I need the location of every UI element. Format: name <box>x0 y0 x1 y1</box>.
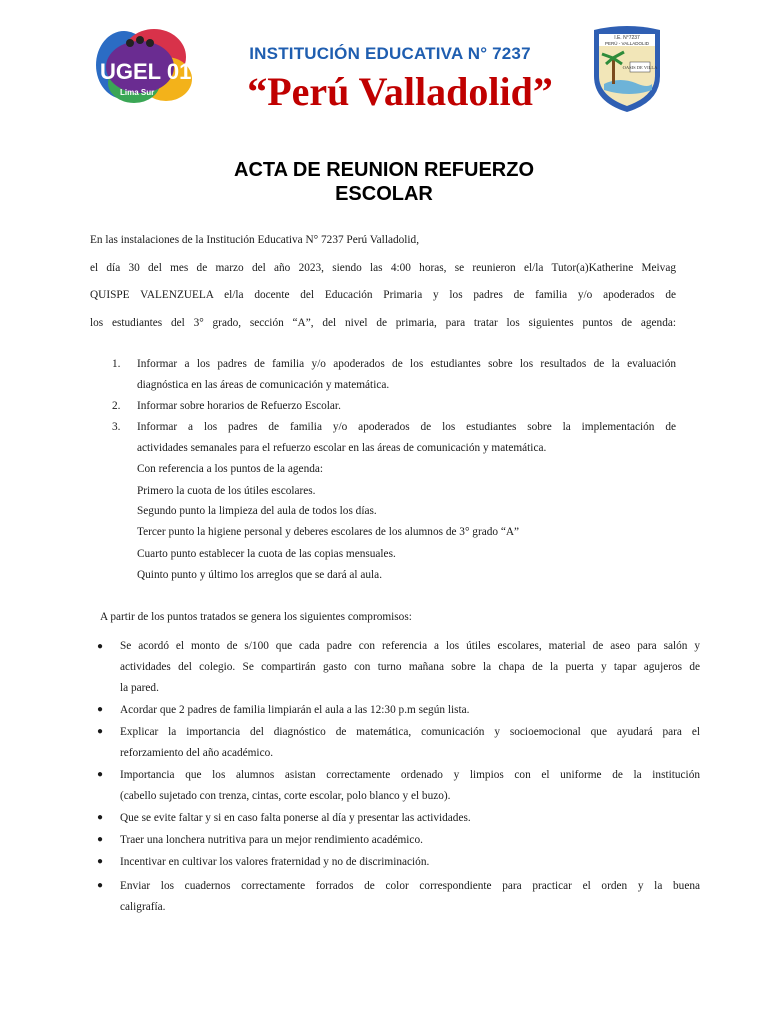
commitment-text: (cabello sujetado con trenza, cintas, corte escolar, polo blanco y el buzo). <box>120 790 451 802</box>
document-title-line-2: ESCOLAR <box>335 183 433 205</box>
intro-line-3: QUISPE VALENZUELA el/la docente del Educación Primaria y los padres de familia y/o apoderados de <box>90 289 676 301</box>
agenda-item-text: actividades semanales para el refuerzo escolar en las áreas de comunicación y matemática. <box>137 442 547 454</box>
agenda-note: Con referencia a los puntos de la agenda: <box>137 463 324 475</box>
bullet-dot: ● <box>97 880 104 891</box>
agenda-item-text: Informar sobre horarios de Refuerzo Escolar. <box>137 400 341 412</box>
agenda-item-number: 3. <box>112 421 121 433</box>
bullet-dot: ● <box>97 856 104 867</box>
agenda-note: Tercer punto la higiene personal y deberes escolares de los alumnos de 3° grado “A” <box>137 526 520 538</box>
intro-line-2: el día 30 del mes de marzo del año 2023, siendo las 4:00 horas, se reunieron el/la Tutor(a)Katherine Meivag <box>90 262 676 274</box>
commitment-text: Que se evite faltar y si en caso falta ponerse al día y presentar las actividades. <box>120 812 471 824</box>
crest-top-text: I.E. N°7237 <box>614 35 640 41</box>
agenda-note: Primero la cuota de los útiles escolares. <box>137 485 316 497</box>
intro-line-4: los estudiantes del 3° grado, sección “A”, del nivel de primaria, para tratar los siguientes puntos de agenda: <box>90 317 676 329</box>
commitment-text: Acordar que 2 padres de familia limpiarán el aula a las 12:30 p.m según lista. <box>120 704 470 716</box>
agenda-note: Cuarto punto establecer la cuota de las copias mensuales. <box>137 548 396 560</box>
agenda-item-number: 1. <box>112 358 121 370</box>
commitment-text: Enviar los cuadernos correctamente forrados de color correspondiente para practicar el orden y la buena <box>120 880 700 892</box>
agenda-item-text: Informar a los padres de familia y/o apoderados de los estudiantes sobre la implementación de <box>137 421 676 433</box>
agenda-item-number: 2. <box>112 400 121 412</box>
bullet-dot: ● <box>97 641 104 652</box>
bullet-dot: ● <box>97 812 104 823</box>
crest-mid-text: PERÚ - VALLADOLID <box>605 41 649 46</box>
bullet-dot: ● <box>97 726 104 737</box>
intro-line-1: En las instalaciones de la Institución Educativa N° 7237 Perú Valladolid, <box>90 234 420 246</box>
commitment-text: Se acordó el monto de s/100 que cada padre con referencia a los útiles escolares, material de aseo para salón y <box>120 640 700 652</box>
commitment-text: Traer una lonchera nutritiva para un mejor rendimiento académico. <box>120 834 423 846</box>
bullet-dot: ● <box>97 834 104 845</box>
commitments-intro: A partir de los puntos tratados se genera los siguientes compromisos: <box>100 611 412 623</box>
commitment-text: reforzamiento del año académico. <box>120 747 274 759</box>
commitment-text: la pared. <box>120 682 159 694</box>
agenda-item-text: diagnóstica en las áreas de comunicación y matemática. <box>137 379 390 391</box>
document-title <box>0 158 768 206</box>
document-title-line-1: ACTA DE REUNION REFUERZO <box>234 159 534 181</box>
commitment-text: Importancia que los alumnos asistan correctamente ordenado y limpios con el uniforme de la institución <box>120 769 700 781</box>
agenda-note: Quinto punto y último los arreglos que se dará al aula. <box>137 569 383 581</box>
ugel-logo-text: UGEL 01 <box>100 59 192 84</box>
commitment-text: Incentivar en cultivar los valores fraternidad y no de discriminación. <box>120 856 430 868</box>
institution-title: INSTITUCIÓN EDUCATIVA N° 7237 <box>249 44 531 63</box>
crest-sign-text: OASIS DE VILLA <box>622 65 658 70</box>
agenda-note: Segundo punto la limpieza del aula de todos los días. <box>137 505 377 517</box>
bullet-dot: ● <box>97 704 104 715</box>
ugel-logo-subtext: Lima Sur <box>120 88 155 97</box>
commitment-text: Explicar la importancia del diagnóstico de matemática, comunicación y socioemocional que ayudará para el <box>120 726 700 738</box>
school-name: “Perú Valladolid” <box>247 69 553 114</box>
commitment-text: actividades del colegio. Se compartirán gasto con turno mañana sobre la chapa de la puerta y tapar agujeros de <box>120 661 700 673</box>
bullet-dot: ● <box>97 769 104 780</box>
agenda-item-text: Informar a los padres de familia y/o apoderados de los estudiantes sobre los resultados de la evaluación <box>137 358 676 370</box>
commitment-text: caligrafía. <box>120 901 166 913</box>
